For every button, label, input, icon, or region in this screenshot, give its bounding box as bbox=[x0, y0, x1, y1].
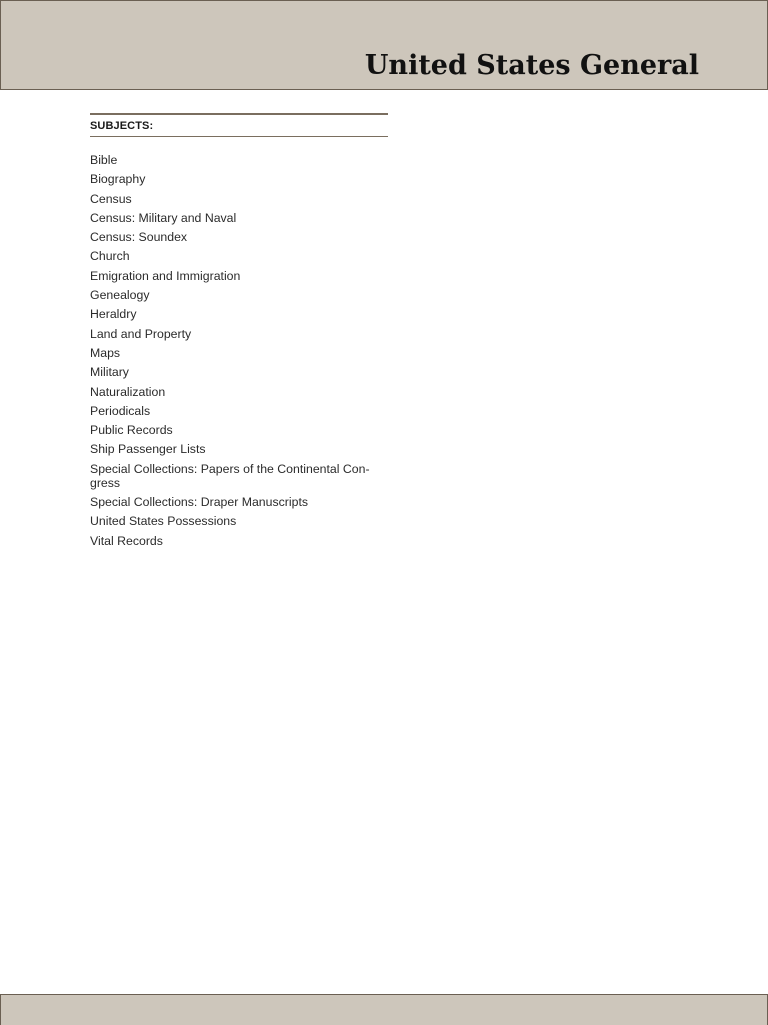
subject-item-draper-manuscripts: Special Collections: Draper Manuscripts bbox=[90, 495, 309, 510]
subject-item-continental-congress-papers: Special Collections: Papers of the Continental Con- gress bbox=[90, 461, 370, 490]
subject-item-church: Church bbox=[90, 249, 130, 264]
subject-item-bible: Bible bbox=[90, 153, 118, 167]
subject-item-periodicals: Periodicals bbox=[90, 403, 151, 418]
footer-band bbox=[0, 994, 768, 1025]
subject-item-land-property: Land and Property bbox=[90, 326, 192, 341]
subject-item-emigration-immigration: Emigration and Immigration bbox=[90, 268, 241, 283]
subjects-heading: SUBJECTS: bbox=[90, 113, 388, 137]
subject-item-census: Census bbox=[90, 191, 132, 206]
subjects-section bbox=[90, 113, 388, 553]
header-band bbox=[0, 0, 768, 90]
subject-item-genealogy: Genealogy bbox=[90, 288, 150, 303]
subject-item-maps: Maps bbox=[90, 345, 121, 360]
subject-item-census-military-naval: Census: Military and Naval bbox=[90, 210, 237, 225]
page-title: United States General bbox=[364, 50, 699, 81]
subject-list bbox=[90, 153, 388, 548]
subject-item-census-soundex: Census: Soundex bbox=[90, 230, 188, 245]
subject-item-public-records: Public Records bbox=[90, 423, 173, 438]
subject-item-ship-passenger-lists: Ship Passenger Lists bbox=[90, 442, 206, 457]
subject-item-heraldry: Heraldry bbox=[90, 307, 137, 322]
subject-item-vital-records: Vital Records bbox=[90, 533, 163, 548]
subject-item-naturalization: Naturalization bbox=[90, 384, 166, 399]
subject-item-military: Military bbox=[90, 365, 129, 380]
subject-item-biography: Biography bbox=[90, 172, 146, 187]
subject-item-us-possessions: United States Possessions bbox=[90, 514, 237, 529]
